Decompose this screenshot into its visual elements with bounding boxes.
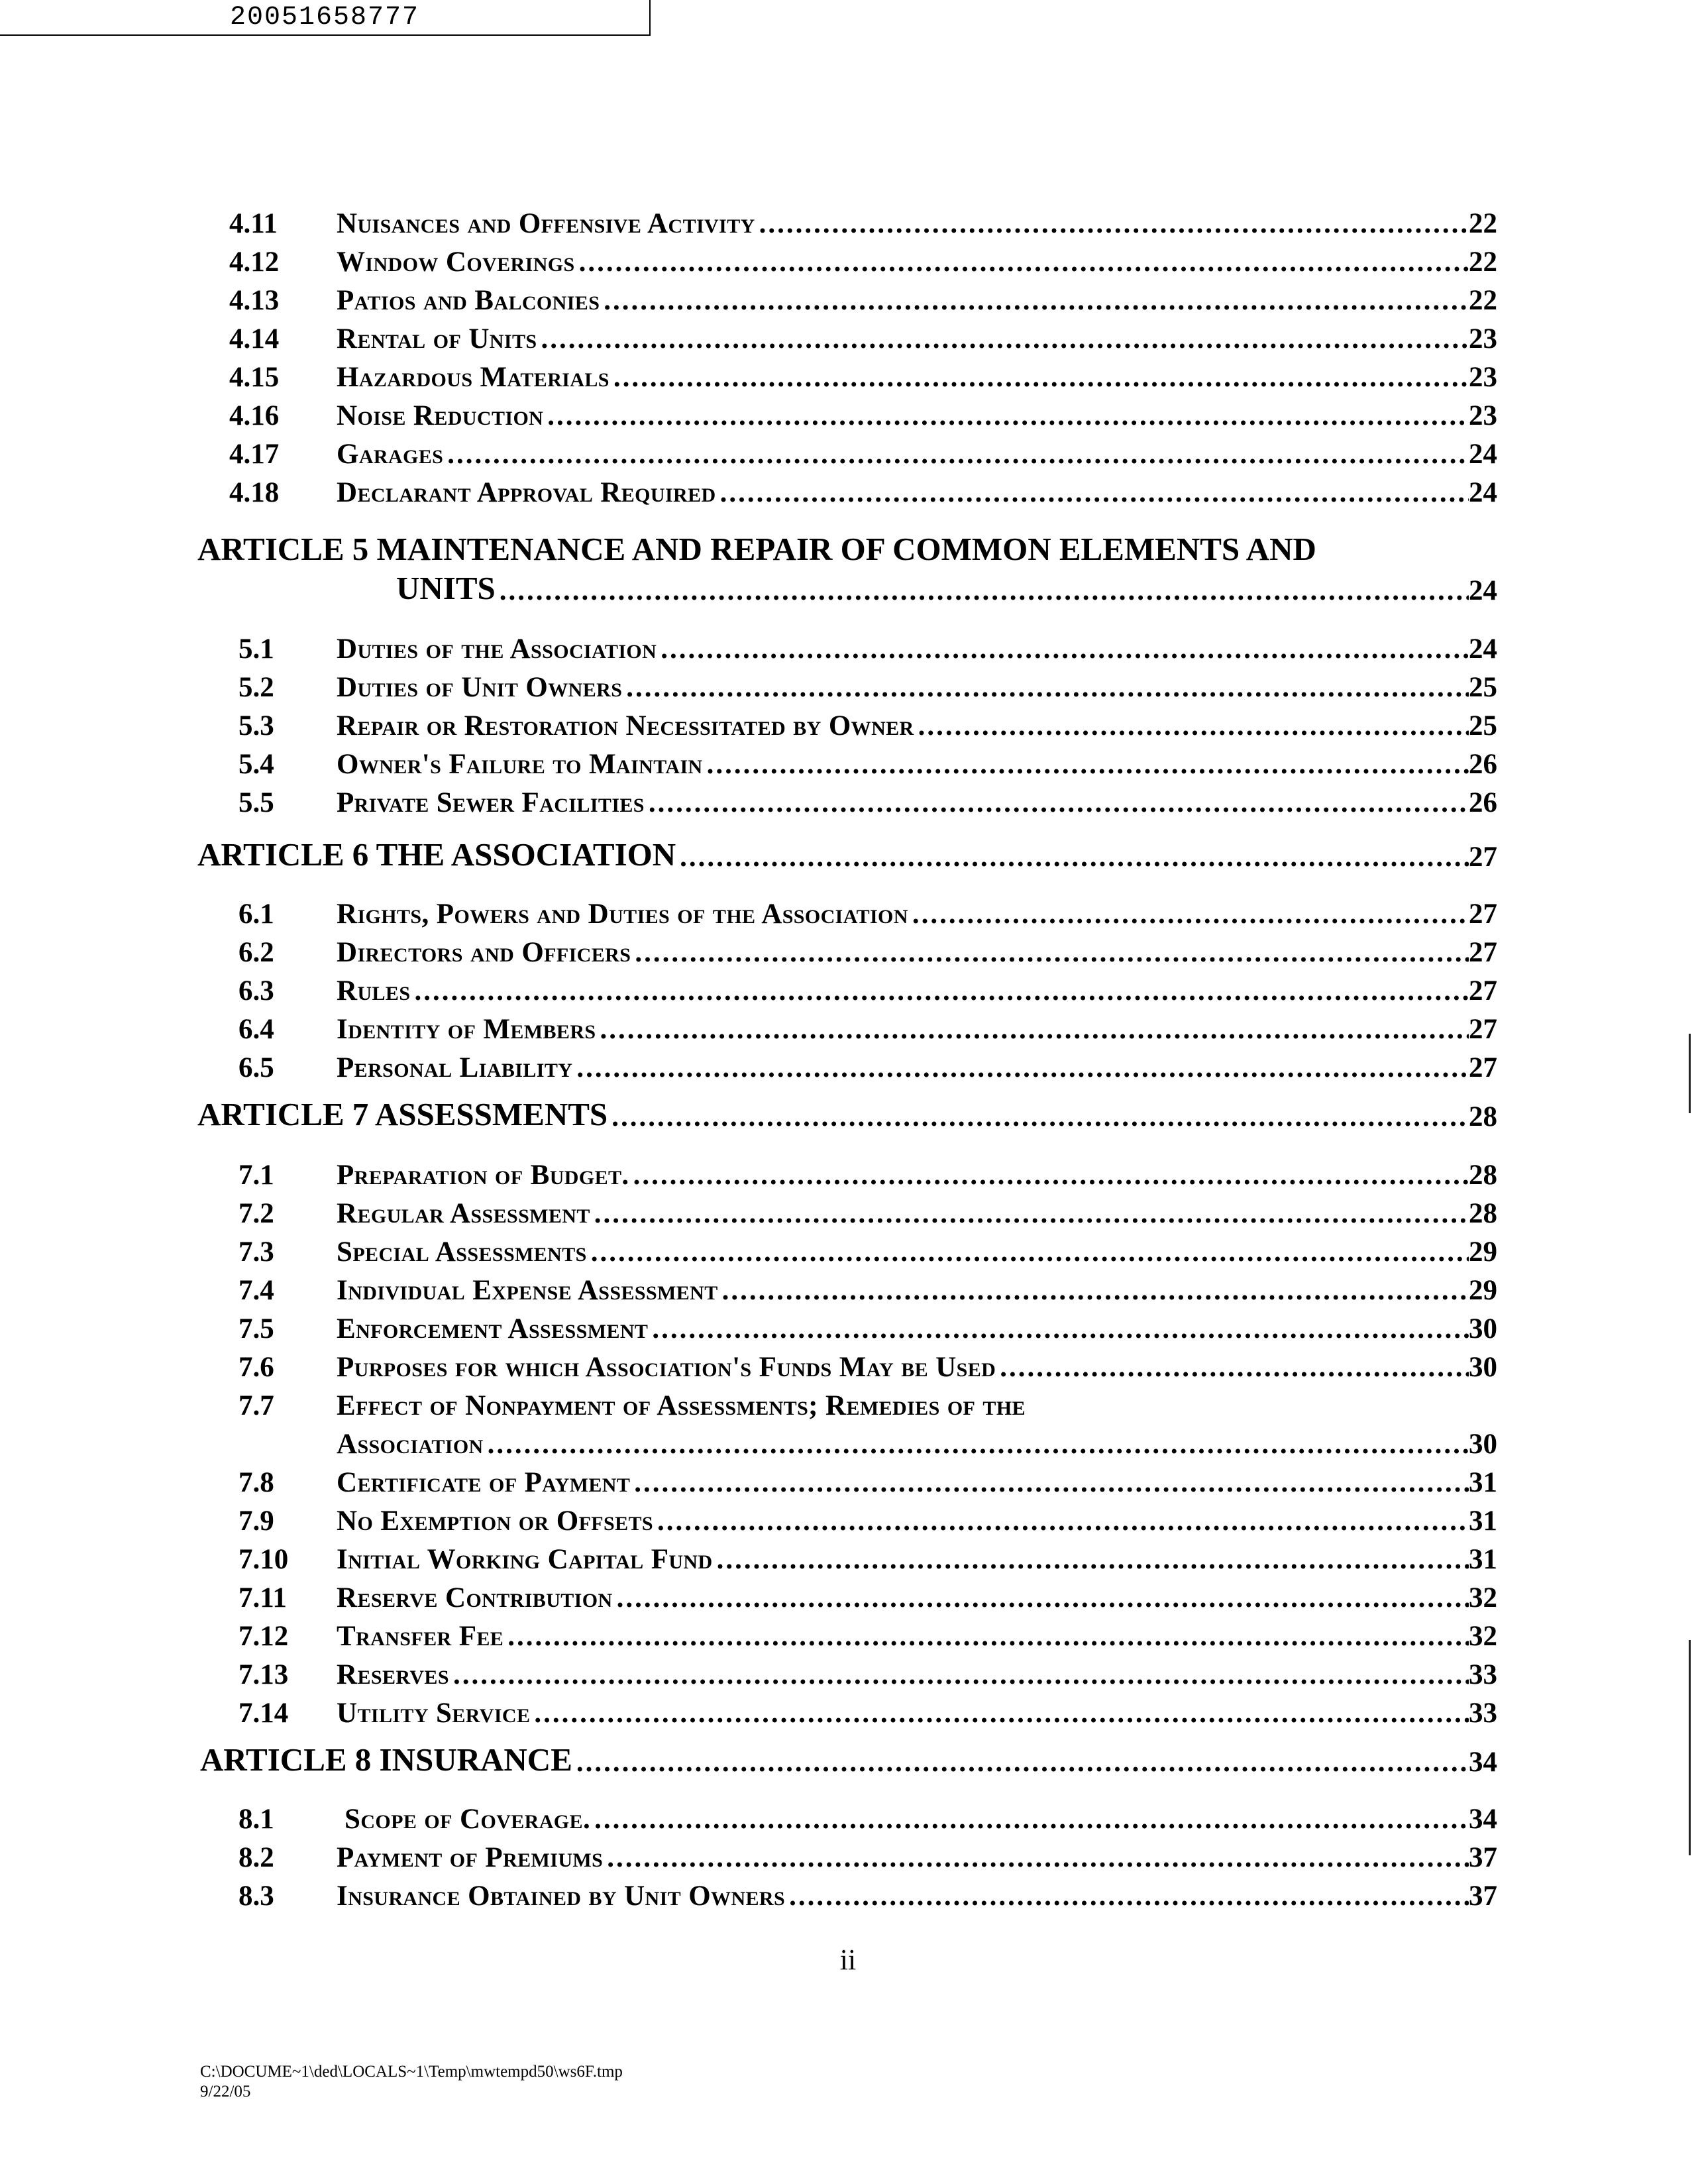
toc-entry-7-2[interactable] [229,1194,1497,1230]
section-number: 8.1 [238,1804,274,1835]
section-title: Noise Reduction [337,400,544,431]
article-title: UNITS [396,570,496,606]
section-number: 5.5 [238,787,274,818]
section-number: 7.13 [238,1659,289,1690]
toc-entry-4-14[interactable] [229,319,1497,355]
dot-leader [608,1101,1469,1133]
section-title: Directors and Officers [337,937,631,968]
page-ref: 23 [1469,323,1497,355]
dot-leader [543,400,1469,432]
dot-leader [703,748,1469,781]
section-number: 7.3 [238,1236,274,1268]
dot-leader [657,633,1469,665]
dot-leader [496,574,1469,607]
page-ref: 32 [1469,1621,1497,1652]
toc-entry-7-7[interactable] [229,1386,1497,1422]
section-title: Initial Working Capital Fund [337,1544,713,1575]
page-ref: 32 [1469,1582,1497,1613]
page-ref: 25 [1469,710,1497,741]
section-number: 7.6 [238,1352,274,1383]
section-title: Garages [337,439,444,470]
article-title: ARTICLE 8 INSURANCE [200,1741,572,1778]
page-ref: 34 [1469,1747,1497,1778]
section-number: 8.2 [238,1842,274,1873]
section-title: No Exemption or Offsets [337,1505,654,1537]
dot-leader [572,1052,1469,1084]
section-title: Rights, Powers and Duties of the Association [337,899,908,930]
page-ref: 22 [1469,208,1497,239]
dot-leader [410,975,1469,1007]
section-number: 5.2 [238,672,274,703]
dot-leader [449,1659,1469,1691]
page-ref: 28 [1469,1160,1497,1191]
section-number: 7.11 [238,1582,287,1613]
section-number: 7.8 [238,1467,274,1498]
page-ref: 27 [1469,975,1497,1007]
toc-entry-7-3[interactable] [229,1232,1497,1268]
article-6-heading[interactable] [197,838,1497,873]
section-title: Effect of Nonpayment of Assessments; Remedies of the [337,1390,1026,1421]
section-title: Utility Service [337,1698,531,1729]
dot-leader [648,1313,1469,1345]
page-number: ii [839,1943,857,1976]
section-title: Window Coverings [337,246,575,278]
dot-leader [596,1013,1469,1046]
dot-leader [755,207,1469,240]
page-ref: 37 [1469,1842,1497,1873]
scan-edge-mark [1689,1034,1691,1113]
page-ref: 27 [1469,937,1497,968]
section-title: Association [337,1429,484,1460]
page-ref: 24 [1469,439,1497,470]
section-number: 7.14 [238,1698,289,1729]
page-ref: 28 [1469,1198,1497,1229]
page-ref: 31 [1469,1544,1497,1575]
section-title: Transfer Fee [337,1621,504,1652]
footer-date: 9/22/05 [200,2083,251,2101]
dot-leader [572,1746,1469,1778]
toc-entry-7-9[interactable] [229,1502,1497,1537]
dot-leader [603,1841,1469,1874]
dot-leader [587,1236,1469,1268]
section-title: Identity of Members [337,1014,596,1045]
section-title: Reserves [337,1659,449,1690]
dot-leader [630,1466,1469,1499]
article-title: ARTICLE 6 THE ASSOCIATION [197,836,676,873]
toc-entry-6-3[interactable] [229,971,1497,1007]
section-title: Enforcement Assessment [337,1313,649,1344]
page-ref: 23 [1469,400,1497,431]
page-ref: 24 [1469,477,1497,508]
section-number: 5.1 [238,633,274,665]
section-number: 7.7 [238,1390,274,1421]
section-title: Patios and Balconies [337,285,600,316]
toc-entry-7-5[interactable] [229,1309,1497,1345]
toc-entry-7-12[interactable] [229,1617,1497,1653]
dot-leader [785,1880,1469,1912]
section-title: Duties of the Association [337,633,657,665]
page-ref: 27 [1469,1014,1497,1045]
section-title: Personal Liability [337,1052,573,1083]
page-ref: 22 [1469,246,1497,278]
section-number: 6.2 [238,937,274,968]
toc-entry-6-4[interactable] [229,1010,1497,1046]
section-number: 7.1 [238,1160,274,1191]
dot-leader [676,841,1469,873]
section-number: 6.3 [238,975,274,1007]
section-number: 4.16 [229,400,280,431]
section-number: 8.3 [238,1881,274,1912]
dot-leader [504,1620,1469,1653]
article-5-heading-cont[interactable] [396,571,1497,607]
section-title: Nuisances and Offensive Activity [337,208,755,239]
toc-entry-5-5[interactable] [229,783,1497,819]
toc-entry-4-12[interactable] [229,243,1497,278]
section-number: 7.5 [238,1313,274,1344]
section-number: 4.13 [229,285,280,316]
toc-entry-8-2[interactable] [229,1838,1497,1874]
toc-entry-6-1[interactable] [229,895,1497,930]
page-ref: 27 [1469,899,1497,930]
page-ref: 27 [1469,842,1497,873]
page-ref: 31 [1469,1467,1497,1498]
section-number: 6.1 [238,899,274,930]
page-ref: 23 [1469,362,1497,393]
page-ref: 27 [1469,1052,1497,1083]
toc-entry-4-13[interactable] [229,281,1497,317]
page-ref: 28 [1469,1101,1497,1132]
section-title: Insurance Obtained by Unit Owners [337,1881,786,1912]
page-ref: 22 [1469,285,1497,316]
section-title: Purposes for which Association's Funds May be Used [337,1352,996,1383]
dot-leader [590,1803,1469,1835]
toc-entry-7-10[interactable] [229,1540,1497,1576]
article-7-heading[interactable] [197,1097,1497,1133]
section-number: 6.4 [238,1014,274,1045]
toc-entry-7-13[interactable] [229,1655,1497,1691]
dot-leader [484,1428,1469,1460]
page-ref: 33 [1469,1698,1497,1729]
section-title: Private Sewer Facilities [337,787,645,818]
section-number: 7.10 [238,1544,289,1575]
section-number: 5.4 [238,749,274,780]
page-ref: 30 [1469,1429,1497,1460]
toc-entry-4-15[interactable] [229,358,1497,394]
section-number: 4.18 [229,477,280,508]
toc-entry-5-4[interactable] [229,745,1497,781]
toc-entry-7-6[interactable] [229,1348,1497,1384]
section-title: Certificate of Payment [337,1467,631,1498]
section-title: Repair or Restoration Necessitated by Owner [337,710,914,741]
toc-entry-4-11[interactable] [229,204,1497,240]
dot-leader [443,438,1469,470]
section-title: Regular Assessment [337,1198,590,1229]
dot-leader [713,1543,1469,1576]
page-ref: 31 [1469,1505,1497,1537]
section-number: 4.12 [229,246,280,278]
page-ref: 26 [1469,787,1497,818]
section-title: Rental of Units [337,323,537,355]
article-title: ARTICLE 7 ASSESSMENTS [197,1096,608,1132]
toc-entry-7-14[interactable] [229,1694,1497,1729]
section-title: Rules [337,975,411,1007]
dot-leader [590,1197,1469,1230]
document-id-header: 20051658777 [0,0,651,36]
section-title: Hazardous Materials [337,362,610,393]
page-ref: 24 [1469,575,1497,606]
dot-leader [629,1159,1469,1191]
page-ref: 30 [1469,1352,1497,1383]
dot-leader [653,1505,1469,1537]
toc-entry-7-4[interactable] [229,1271,1497,1307]
dot-leader [537,323,1469,355]
section-number: 5.3 [238,710,274,741]
toc-entry-8-1[interactable] [229,1800,1497,1835]
toc-entry-7-1[interactable] [229,1156,1497,1191]
toc-entry-4-17[interactable] [229,435,1497,470]
dot-leader [631,936,1469,969]
section-title: Individual Expense Assessment [337,1275,718,1306]
footer-file-path: C:\DOCUME~1\ded\LOCALS~1\Temp\mwtempd50\ws6F.tmp [200,2063,623,2081]
dot-leader [610,361,1469,394]
toc-entry-6-5[interactable] [229,1048,1497,1084]
page-ref: 29 [1469,1275,1497,1306]
toc-entry-5-1[interactable] [229,629,1497,665]
dot-leader [718,1274,1469,1307]
dot-leader [575,246,1469,278]
scan-edge-mark [1689,1640,1691,1855]
dot-leader [622,671,1469,704]
page-ref: 24 [1469,633,1497,665]
page-ref: 26 [1469,749,1497,780]
section-number: 4.17 [229,439,280,470]
section-number: 7.2 [238,1198,274,1229]
dot-leader [908,898,1469,930]
toc-entry-7-8[interactable] [229,1463,1497,1499]
toc-entry-4-18[interactable] [229,473,1497,509]
section-title: Special Assessments [337,1236,587,1268]
toc-entry-8-3[interactable] [229,1877,1497,1912]
dot-leader [996,1351,1469,1384]
article-5-heading[interactable]: ARTICLE 5 MAINTENANCE AND REPAIR OF COMMON ELEMENTS AND [197,531,1316,567]
section-number: 7.12 [238,1621,289,1652]
section-title: Declarant Approval Required [337,477,716,508]
section-number: 4.15 [229,362,280,393]
toc-entry-5-3[interactable] [229,706,1497,742]
page-ref: 25 [1469,672,1497,703]
dot-leader [600,284,1469,317]
page-ref: 33 [1469,1659,1497,1690]
toc-entry-7-7-cont[interactable] [337,1425,1497,1460]
toc-entry-5-2[interactable] [229,668,1497,704]
page-ref: 30 [1469,1313,1497,1344]
toc-entry-6-2[interactable] [229,933,1497,969]
section-number: 4.11 [229,208,278,239]
section-number: 4.14 [229,323,280,355]
toc-entry-7-11[interactable] [229,1578,1497,1614]
section-title: Duties of Unit Owners [337,672,623,703]
toc-entry-4-16[interactable] [229,396,1497,432]
dot-leader [716,476,1469,509]
section-title: Reserve Contribution [337,1582,613,1613]
section-title: Scope of Coverage. [344,1804,591,1835]
section-number: 7.4 [238,1275,274,1306]
dot-leader [530,1697,1469,1729]
page-ref: 29 [1469,1236,1497,1268]
section-title: Owner's Failure to Maintain [337,749,703,780]
section-title: Payment of Premiums [337,1842,604,1873]
page-ref: 37 [1469,1881,1497,1912]
dot-leader [645,787,1469,819]
section-number: 7.9 [238,1505,274,1537]
page-ref: 34 [1469,1804,1497,1835]
section-title: Preparation of Budget. [337,1160,629,1191]
section-number: 6.5 [238,1052,274,1083]
dot-leader [914,710,1469,742]
article-8-heading[interactable] [200,1743,1497,1778]
dot-leader [613,1582,1469,1614]
